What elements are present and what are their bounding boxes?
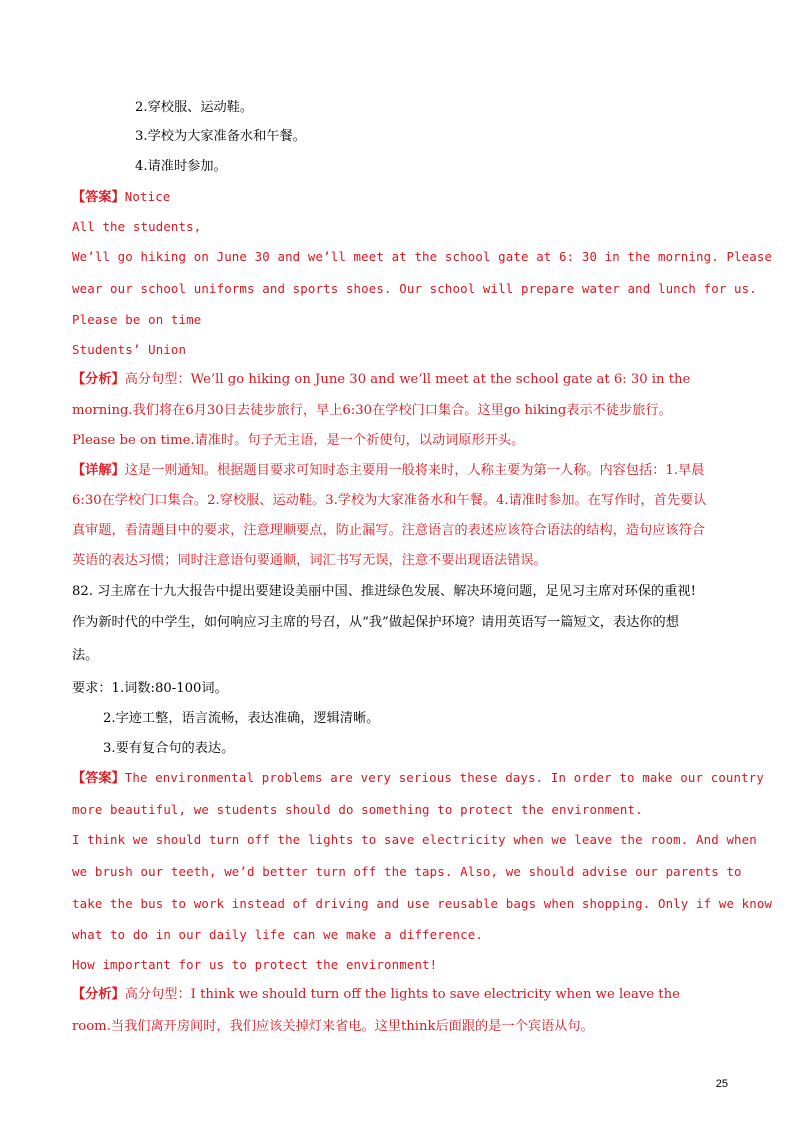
q82-prompt-line-2: 法。	[72, 648, 99, 663]
answer-text: Notice	[124, 189, 171, 204]
q82-analysis-line-0	[72, 986, 728, 1004]
q82-answer-line-1: more beautiful, we students should do something to protect the environment.	[72, 802, 643, 817]
page-number: 25	[715, 1078, 728, 1090]
answer-tag: 【答案】	[72, 771, 125, 786]
detail-text: 这是一则通知。根据题目要求可知时态主要用一般将来时，人称主要为第一人称。内容包括：1.早晨	[124, 463, 705, 478]
q82-requirement-2: 2.字迹工整，语言流畅，表达准确，逻辑清晰。	[103, 711, 380, 726]
q81-detail-line-2: 真审题，看清题目中的要求，注意理顺要点，防止漏写。注意语言的表述应该符合语法的结构，造句应该符合	[72, 523, 705, 538]
q81-requirement-4: 4.请准时参加。	[135, 159, 227, 174]
q81-answer-line-5: Students’ Union	[72, 342, 187, 357]
q82-answer-line-5: what to do in our daily life can we make a difference.	[72, 927, 483, 942]
answer-text: The environmental problems are very serious these days. In order to make our country	[124, 770, 764, 785]
analysis-tag: 【分析】	[72, 987, 125, 1002]
q81-detail-line-3: 英语的表达习惯；同时注意语句要通顺，词汇书写无误，注意不要出现语法错误。	[72, 553, 547, 568]
q82-prompt-line-0: 82. 习主席在十九大报告中提出要建设美丽中国、推进绿色发展、解决环境问题，足见习主席对环保的重视!	[72, 584, 696, 599]
answer-tag: 【答案】	[72, 190, 125, 205]
analysis-text: 高分句型：We’ll go hiking on June 30 and we’ll meet at the school gate at 6: 30 in the	[124, 372, 691, 387]
q81-requirement-2: 2.穿校服、运动鞋。	[135, 100, 254, 115]
q81-analysis-line-0	[72, 371, 728, 389]
q82-analysis-line-1: room.当我们离开房间时，我们应该关掉灯来省电。这里think后面跟的是一个宾语从句。	[72, 1019, 594, 1034]
q82-requirement-3: 3.要有复合句的表达。	[103, 741, 235, 756]
q82-answer-line-0	[72, 769, 764, 788]
q82-answer-line-3: we brush our teeth, we’d better turn off the taps. Also, we should advise our parents to	[72, 864, 742, 879]
q82-requirement-1: 要求：1.词数:80-100词。	[72, 681, 228, 696]
q81-analysis-line-1: morning.我们将在6月30日去徒步旅行，早上6:30在学校门口集合。这里go hiking表示不徒步旅行。	[72, 403, 672, 418]
q82-prompt-line-1: 作为新时代的中学生，如何响应习主席的号召，从“我”做起保护环境？请用英语写一篇短文，表达你的想	[72, 615, 679, 630]
q81-detail-line-0	[72, 462, 728, 480]
q81-detail-line-1: 6:30在学校门口集合。2.穿校服、运动鞋。3.学校为大家准备水和午餐。4.请准时参加。在写作时，首先要认	[72, 493, 707, 508]
q82-answer-line-4: take the bus to work instead of driving and use reusable bags when shopping. Only if we know	[72, 896, 773, 911]
q82-answer-line-6: How important for us to protect the environment!	[72, 957, 438, 972]
q81-answer-line-1: All the students,	[72, 219, 202, 234]
q81-answer-line-0	[72, 188, 728, 207]
detail-tag: 【详解】	[72, 463, 125, 478]
analysis-tag: 【分析】	[72, 372, 125, 387]
analysis-text: 高分句型：I think we should turn off the lights to save electricity when we leave the	[124, 987, 680, 1002]
q81-requirement-3: 3.学校为大家准备水和午餐。	[135, 129, 306, 144]
q81-analysis-line-2: Please be on time.请准时。句子无主语，是一个祈使句，以动词原形开头。	[72, 433, 525, 448]
q81-answer-line-3: wear our school uniforms and sports shoes. Our school will prepare water and lunch for us.	[72, 281, 757, 296]
q81-answer-line-4: Please be on time	[72, 312, 202, 327]
q81-answer-line-2: We’ll go hiking on June 30 and we’ll meet at the school gate at 6: 30 in the morning. Please	[72, 249, 773, 264]
q82-answer-line-2: I think we should turn off the lights to save electricity when we leave the room. And when	[72, 832, 757, 847]
